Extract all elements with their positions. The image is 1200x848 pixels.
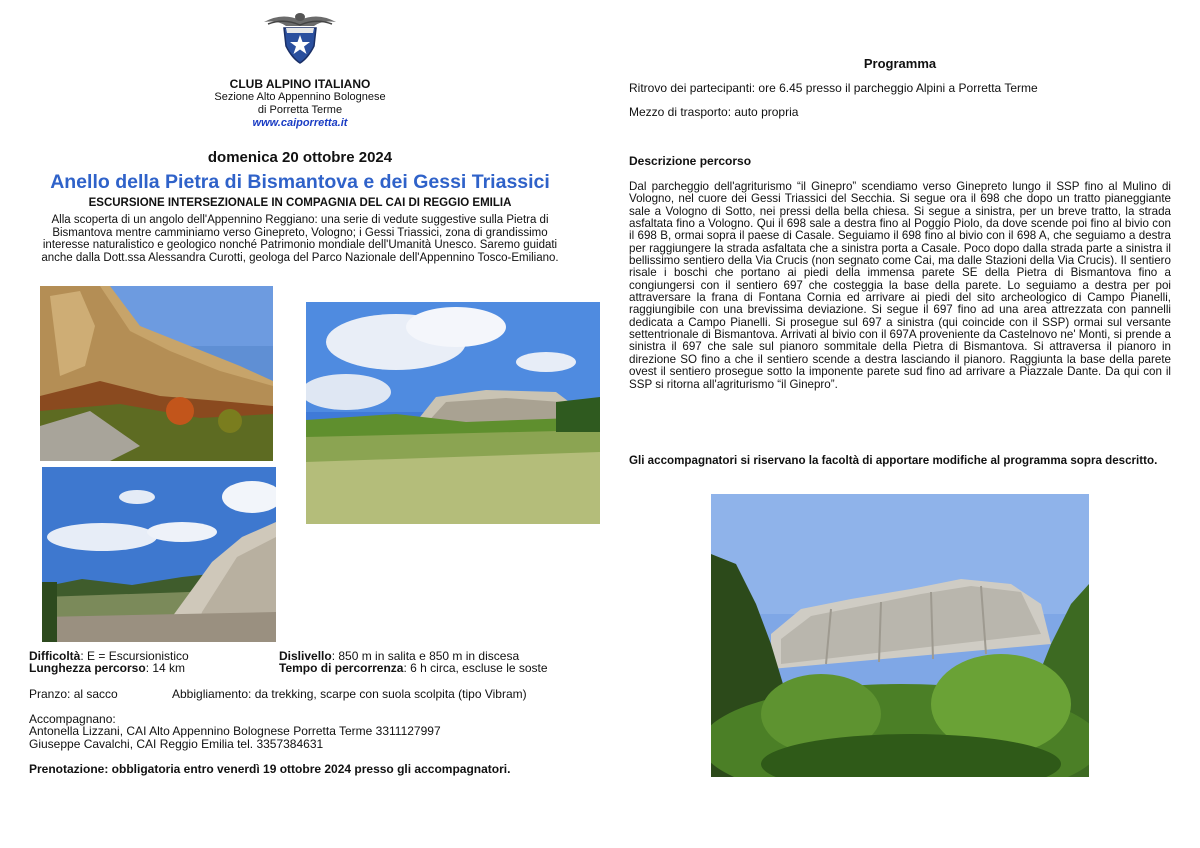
photo-cliff-autumn bbox=[40, 286, 273, 461]
cai-eagle-star-logo-icon bbox=[262, 8, 338, 66]
difficulty-label: Difficoltà bbox=[29, 649, 81, 663]
time-label: Tempo di percorrenza bbox=[279, 661, 404, 675]
guide-2: Giuseppe Cavalchi, CAI Reggio Emilia tel. 3357384631 bbox=[29, 737, 324, 751]
elevation-value: : 850 m in salita e 850 m in discesa bbox=[331, 649, 520, 663]
length-value: : 14 km bbox=[145, 661, 186, 675]
guide-1: Antonella Lizzani, CAI Alto Appennino Bolognese Porretta Terme 3311127997 bbox=[29, 724, 441, 738]
cai-logo bbox=[262, 8, 338, 66]
difficulty-value: : E = Escursionistico bbox=[80, 649, 189, 663]
guides-heading: Accompagnano: bbox=[29, 712, 116, 726]
program-heading: Programma bbox=[863, 56, 937, 71]
length-row bbox=[29, 662, 185, 675]
lunch-info: Pranzo: al sacco bbox=[29, 687, 118, 701]
org-name: CLUB ALPINO ITALIANO bbox=[229, 77, 371, 91]
elevation-label: Dislivello bbox=[279, 649, 332, 663]
route-description: Dal parcheggio dell'agriturismo “il Ginepro” scendiamo verso Ginepreto lungo il SSP fino al Mulino di Vologno, nel cuore dei Gessi Triassici del Secchia. Si segue ora il 698 che dopo un tratto pianeggiante sale a Vologno di Sotto, nei pressi della bella chiesa. Si segue a sinistra, per un breve tratto, la strada asfaltata fino a Vologno. Qui il 698 sale a destra fino al Poggio Piolo, da dove scende poi fino al bivio con il 698 B, ormai sopra il paese di Casale. Seguiamo il 698 fino al bivio con il 698 A, che seguiamo a destra per raggiungere la strada asfaltata che a sinistra porta a Casale. Poco dopo dalla strada parte a sinistra il bellissimo sentiero della Via Crucis (non segnato come Cai, ma dalle Stazioni della Via Crucis). Il sentiero risale i boschi che portano ai piedi della immensa parete SE della Pietra di Bismantova fino a congiungersi con il sentiero 697 che costeggia la base della parete. Lo seguiamo a destra per poi attraversare la frana di Fontana Cornia ed arrivare ai piedi del sito archeologico di Campo Pianelli, raggiungibile con una brevissima deviazione. Si segue il 697 fino ad una area attrezzata con pannelli dedicata a Campo Pianelli. Si prosegue sul 697 a sinistra (qui coincide con il SSP) ormai sul versante settentrionale di Bismantova. Arrivati al bivio con il 697A proveniente da Castelnovo ne' Monti, si prende a sinistra il 697 che sale sul pianoro sommitale della Pietra di Bismantova. Si attraversa il pianoro in direzione SO fino a che il sentiero scende a destra lasciando il pianoro. Raggiunta la base della parete ovest il sentiero prosegue sotto la imponente parete sud fino ad arrivare a Piazzale Dante. Da qui con il SSP si ritorna all'agriturismo “il Ginepro”. bbox=[629, 180, 1171, 391]
event-subtitle: ESCURSIONE INTERSEZIONALE IN COMPAGNIA DEL CAI DI REGGIO EMILIA bbox=[88, 197, 512, 209]
photo-gessi-valley bbox=[42, 467, 276, 642]
photo-meadow-pietra bbox=[306, 302, 600, 524]
event-intro: Alla scoperta di un angolo dell'Appennino Reggiano: una serie di vedute suggestive sulla Pietra di Bismantova mentre camminiamo verso Ginepreto, Vologno; i Gessi Triassici, zona di grandissimo interesse naturalistico e geologico nonché Patrimonio mondiale dell'Umanità Unesco. Saremo guidati anche dalla Dott.ssa Alessandra Curotti, geologa del Parco Nazionale dell'Appennino Tosco-Emiliano. bbox=[41, 214, 559, 264]
event-title: Anello della Pietra di Bismantova e dei Gessi Triassici bbox=[50, 171, 550, 193]
route-heading: Descrizione percorso bbox=[629, 154, 752, 168]
time-value: : 6 h circa, escluse le soste bbox=[403, 661, 548, 675]
booking-info: Prenotazione: obbligatoria entro venerdì 19 ottobre 2024 presso gli accompagnatori. bbox=[29, 762, 511, 776]
disclaimer: Gli accompagnatori si riservano la facoltà di apportare modifiche al programma sopra descritto. bbox=[629, 454, 1158, 467]
meeting-info: Ritrovo dei partecipanti: ore 6.45 presso il parcheggio Alpini a Porretta Terme bbox=[629, 81, 1038, 95]
section-name-line2: di Porretta Terme bbox=[257, 104, 343, 116]
length-label: Lunghezza percorso bbox=[29, 661, 146, 675]
event-date: domenica 20 ottobre 2024 bbox=[207, 149, 393, 166]
photo-bismantova-wall bbox=[711, 494, 1089, 777]
clothing-info: Abbigliamento: da trekking, scarpe con suola scolpita (tipo Vibram) bbox=[172, 687, 527, 701]
time-row bbox=[279, 662, 548, 675]
section-name-line1: Sezione Alto Appennino Bolognese bbox=[214, 91, 386, 103]
website-link[interactable]: www.caiporretta.it bbox=[252, 117, 348, 129]
transport-info: Mezzo di trasporto: auto propria bbox=[629, 105, 799, 119]
